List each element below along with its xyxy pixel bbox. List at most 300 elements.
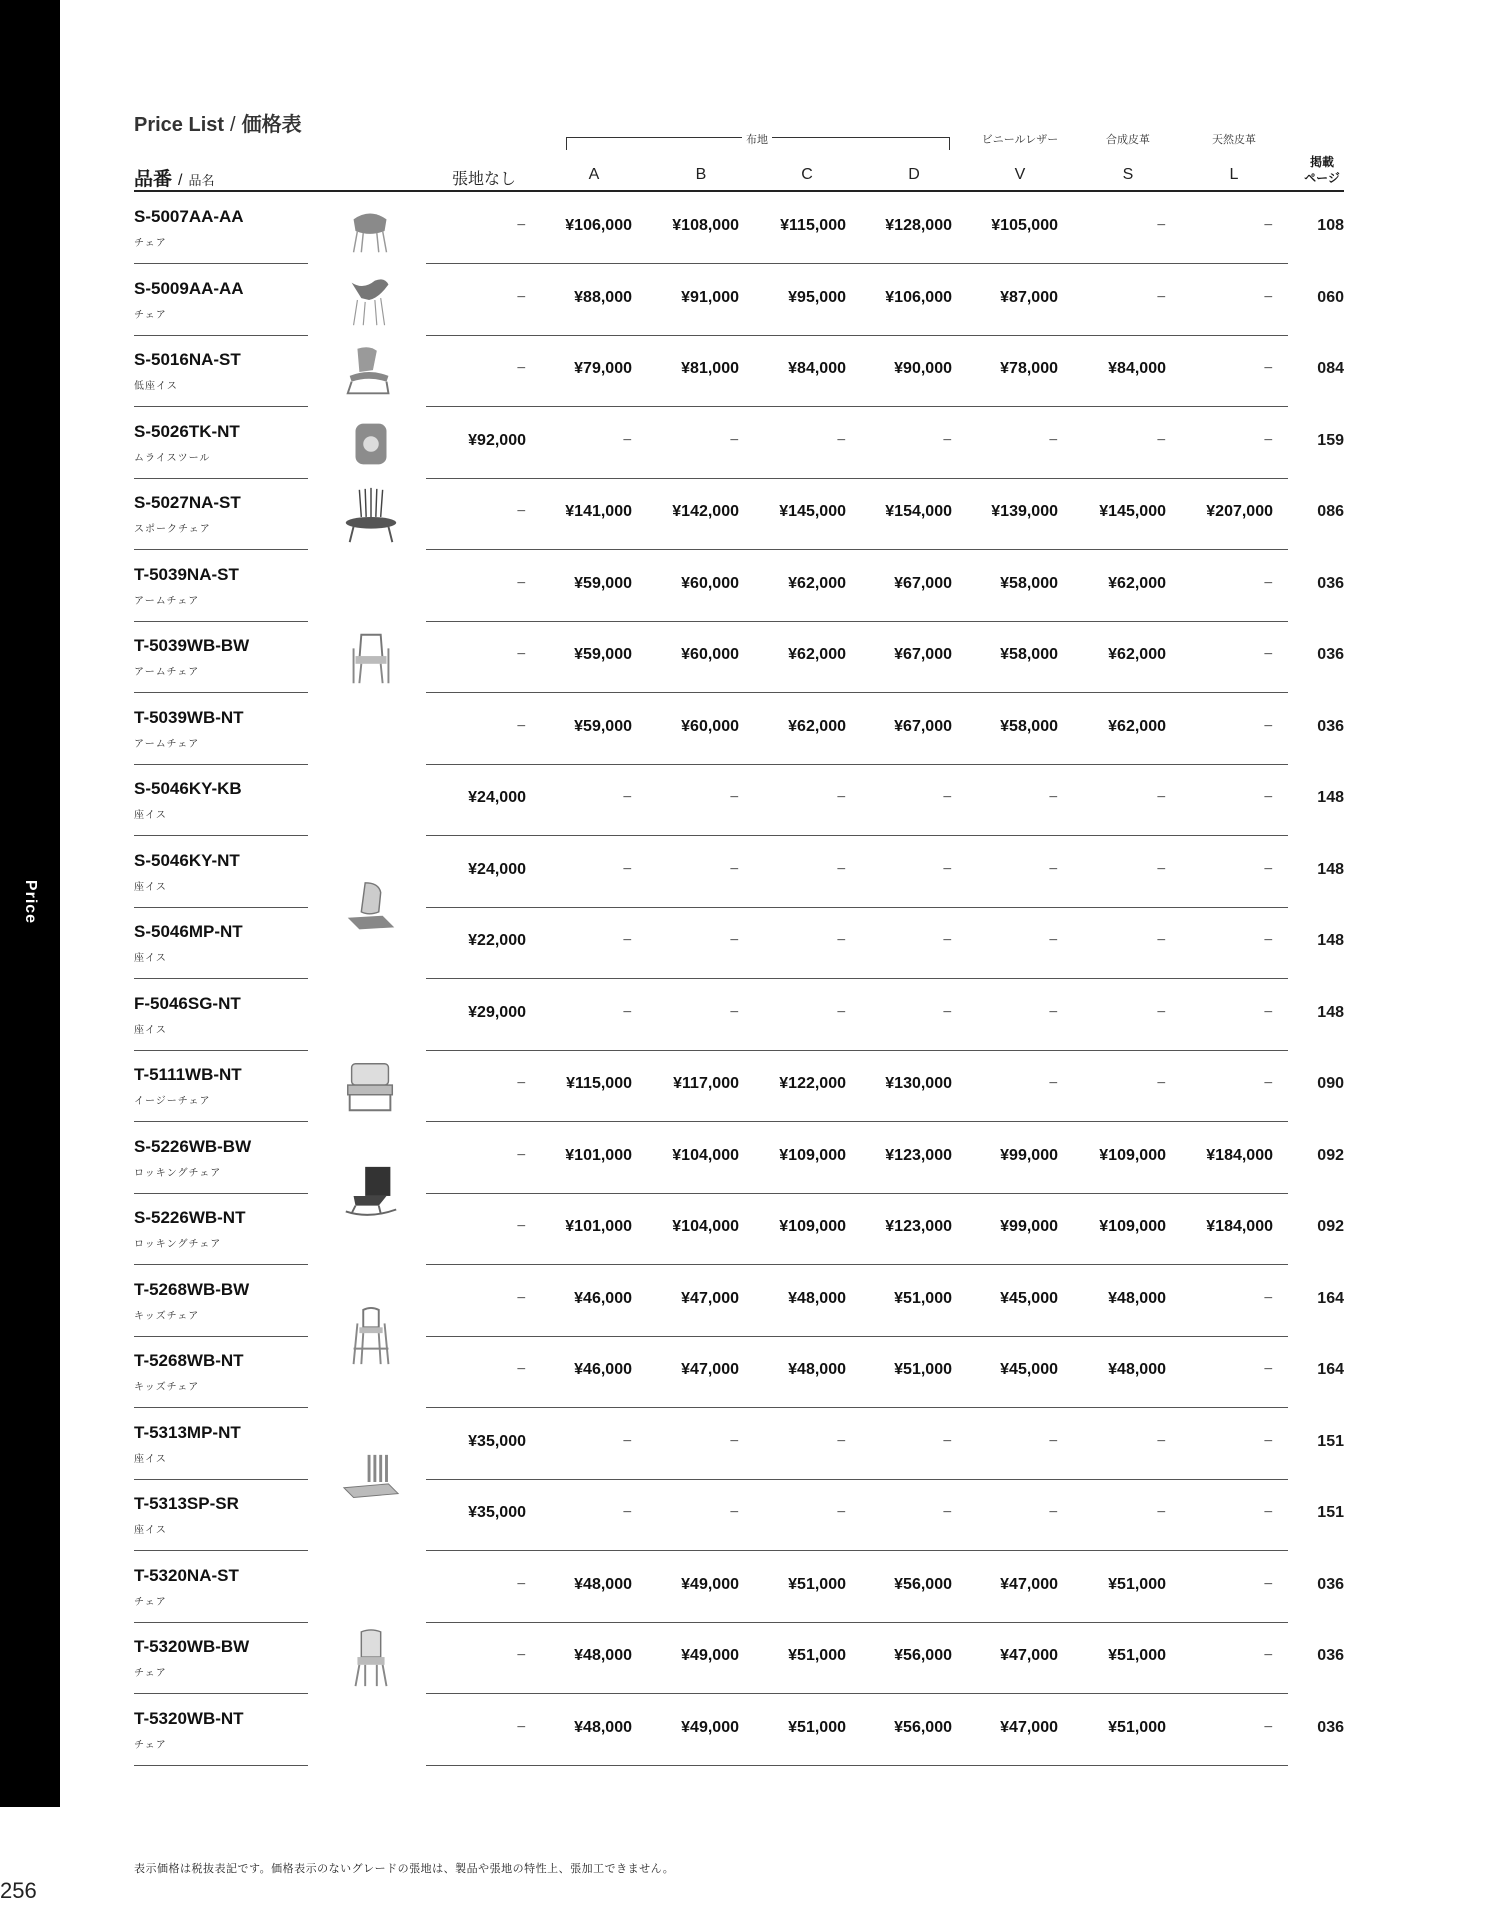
price-l: − — [1263, 789, 1273, 806]
price-d: ¥56,000 — [894, 1647, 952, 1664]
price-v: − — [1048, 932, 1058, 949]
price-none: ¥35,000 — [468, 1504, 526, 1521]
price-a: − — [622, 789, 632, 806]
product-code: T-5320WB-NT — [134, 1708, 244, 1728]
table-row — [0, 980, 1503, 1051]
group-natural: 天然皮革 — [1212, 134, 1256, 146]
price-none: − — [516, 288, 526, 306]
price-none: − — [516, 217, 526, 234]
product-code: S-5046KY-KB — [134, 779, 242, 798]
price-a: ¥101,000 — [565, 1218, 632, 1235]
price-c: ¥62,000 — [788, 646, 846, 663]
price-v: − — [1048, 431, 1058, 449]
price-c: − — [836, 1432, 846, 1450]
price-b: ¥60,000 — [681, 574, 739, 592]
price-d: − — [942, 1504, 952, 1521]
price-none: ¥24,000 — [468, 860, 526, 878]
price-d: ¥51,000 — [894, 1361, 952, 1378]
row-rule-right — [426, 1765, 1288, 1766]
price-s: − — [1156, 1432, 1166, 1450]
price-c: − — [836, 789, 846, 806]
price-d: ¥130,000 — [885, 1075, 952, 1092]
price-v: ¥45,000 — [1000, 1361, 1058, 1378]
page-ref: 151 — [1317, 1504, 1344, 1521]
title-ja: 価格表 — [241, 114, 302, 136]
product-code: T-5039WB-NT — [134, 707, 244, 727]
price-d: − — [942, 860, 952, 878]
price-s: ¥62,000 — [1108, 646, 1166, 663]
price-a: − — [622, 431, 632, 449]
table-row — [0, 1623, 1503, 1694]
product-name: スポークチェア — [134, 524, 211, 535]
price-l: − — [1263, 717, 1273, 735]
price-c: ¥109,000 — [779, 1146, 846, 1164]
price-s: ¥62,000 — [1108, 717, 1166, 735]
shell-chair-icon — [340, 198, 402, 260]
page-ref: 148 — [1317, 860, 1344, 878]
price-v: ¥58,000 — [1000, 717, 1058, 735]
price-l: − — [1263, 646, 1273, 663]
page-ref: 108 — [1317, 217, 1344, 234]
price-c: ¥62,000 — [788, 717, 846, 735]
price-v: ¥78,000 — [1000, 360, 1058, 377]
product-code: S-5046KY-NT — [134, 850, 240, 870]
price-c: ¥122,000 — [779, 1075, 846, 1092]
price-none: − — [516, 1647, 526, 1664]
product-name: 低座イス — [134, 381, 178, 392]
product-code: T-5268WB-BW — [134, 1279, 250, 1299]
page-ref: 148 — [1317, 932, 1344, 949]
price-d: ¥67,000 — [894, 574, 952, 592]
price-d: − — [942, 1432, 952, 1450]
table-row — [0, 765, 1503, 836]
price-b: − — [729, 1432, 739, 1450]
product-code: S-5226WB-BW — [134, 1136, 252, 1156]
header-col-s: S — [1122, 166, 1134, 183]
table-row — [0, 1480, 1503, 1551]
price-l: − — [1263, 574, 1273, 592]
price-c: ¥48,000 — [788, 1289, 846, 1307]
header-col-b: B — [695, 166, 707, 183]
price-v: − — [1048, 1504, 1058, 1521]
price-l: ¥207,000 — [1206, 503, 1273, 520]
page-ref: 151 — [1317, 1432, 1344, 1450]
title-en: Price List — [134, 114, 225, 136]
price-s: ¥109,000 — [1099, 1146, 1166, 1164]
price-a: ¥48,000 — [574, 1575, 632, 1593]
table-row — [0, 265, 1503, 336]
price-s: ¥84,000 — [1108, 360, 1166, 377]
header-separator: / — [178, 172, 183, 189]
product-name: アームチェア — [134, 595, 200, 607]
price-a: ¥48,000 — [574, 1647, 632, 1664]
header-page-line1: 掲載 — [1309, 155, 1334, 169]
row-rule-left — [134, 1765, 308, 1766]
product-code: T-5313SP-SR — [134, 1494, 239, 1513]
price-b: − — [729, 789, 739, 806]
price-none: − — [516, 1575, 526, 1593]
price-c: ¥51,000 — [788, 1647, 846, 1664]
price-b: ¥91,000 — [681, 288, 739, 306]
product-name: チェア — [134, 238, 167, 249]
group-vinyl: ビニールレザー — [981, 134, 1059, 146]
table-row — [0, 551, 1503, 622]
price-s: ¥48,000 — [1108, 1289, 1166, 1307]
table-row — [0, 1266, 1503, 1337]
stool-icon — [340, 412, 402, 474]
price-l: ¥184,000 — [1206, 1218, 1273, 1235]
price-c: ¥62,000 — [788, 574, 846, 592]
price-a: ¥106,000 — [565, 217, 632, 234]
price-c: − — [836, 1003, 846, 1021]
price-s: − — [1156, 932, 1166, 949]
slat-floor-chair-icon — [340, 1449, 402, 1511]
title-separator: / — [230, 114, 236, 136]
product-name: イージーチェア — [134, 1096, 211, 1107]
price-v: ¥47,000 — [1000, 1718, 1058, 1736]
price-l: − — [1263, 860, 1273, 878]
price-l: − — [1263, 360, 1273, 377]
price-b: ¥117,000 — [673, 1075, 739, 1092]
price-s: ¥109,000 — [1099, 1218, 1166, 1235]
price-a: ¥59,000 — [574, 574, 632, 592]
price-c: − — [836, 932, 846, 949]
price-l: − — [1263, 217, 1273, 234]
product-code: S-5009AA-AA — [134, 278, 244, 298]
page-ref: 164 — [1317, 1361, 1344, 1378]
price-b: ¥47,000 — [681, 1361, 739, 1378]
price-l: − — [1263, 288, 1273, 306]
price-d: ¥123,000 — [885, 1146, 952, 1164]
product-name: チェア — [134, 309, 167, 321]
price-b: ¥49,000 — [681, 1647, 739, 1664]
page-ref: 159 — [1317, 431, 1344, 449]
price-s: − — [1156, 1504, 1166, 1521]
price-b: ¥104,000 — [672, 1146, 739, 1164]
page-ref: 036 — [1317, 1718, 1344, 1736]
price-none: − — [516, 1361, 526, 1378]
price-d: ¥106,000 — [885, 288, 952, 306]
product-name: 座イス — [134, 1024, 167, 1036]
price-l: − — [1263, 1432, 1273, 1450]
header-no-upholstery: 張地なし — [452, 171, 517, 188]
price-none: − — [516, 717, 526, 735]
product-code: S-5226WB-NT — [134, 1208, 246, 1227]
price-v: ¥58,000 — [1000, 574, 1058, 592]
price-none: ¥29,000 — [468, 1003, 526, 1021]
price-b: ¥104,000 — [672, 1218, 739, 1235]
price-s: ¥48,000 — [1108, 1361, 1166, 1378]
price-a: ¥88,000 — [574, 288, 632, 306]
product-name: キッズチェア — [134, 1382, 200, 1393]
product-code: S-5027NA-ST — [134, 493, 241, 512]
price-d: ¥56,000 — [894, 1718, 952, 1736]
header-col-a: A — [588, 166, 600, 183]
product-name: ロッキングチェア — [134, 1167, 222, 1179]
side-label: Price — [22, 879, 39, 925]
price-none: − — [516, 360, 526, 377]
product-name: 座イス — [134, 881, 167, 893]
table-row — [0, 479, 1503, 550]
price-none: − — [516, 1075, 526, 1092]
easy-chair-icon — [340, 1056, 402, 1118]
product-name: 座イス — [134, 953, 167, 964]
table-row — [0, 408, 1503, 479]
header-name: 品名 — [188, 173, 215, 188]
group-fabric: 布地 — [742, 131, 772, 147]
price-c: ¥51,000 — [788, 1718, 846, 1736]
product-name: キッズチェア — [134, 1310, 200, 1322]
page-ref: 036 — [1317, 646, 1344, 663]
price-a: − — [622, 860, 632, 878]
price-a: ¥141,000 — [565, 503, 632, 520]
price-d: ¥123,000 — [885, 1218, 952, 1235]
price-s: ¥51,000 — [1108, 1647, 1166, 1664]
price-v: ¥47,000 — [1000, 1575, 1058, 1593]
price-a: ¥48,000 — [574, 1718, 632, 1736]
price-c: − — [836, 431, 846, 449]
page-ref: 092 — [1317, 1218, 1344, 1235]
price-a: ¥59,000 — [574, 646, 632, 663]
price-v: − — [1048, 789, 1058, 806]
price-none: − — [516, 1289, 526, 1307]
price-s: ¥51,000 — [1108, 1575, 1166, 1593]
price-d: ¥56,000 — [894, 1575, 952, 1593]
price-d: ¥67,000 — [894, 717, 952, 735]
price-v: − — [1048, 1432, 1058, 1450]
product-name: アームチェア — [134, 667, 200, 678]
price-v: − — [1048, 860, 1058, 878]
price-s: − — [1156, 1075, 1166, 1092]
price-s: − — [1156, 217, 1166, 234]
product-code: T-5111WB-NT — [134, 1065, 242, 1084]
product-code: T-5039WB-BW — [134, 636, 250, 655]
price-b: ¥142,000 — [672, 503, 739, 520]
price-b: ¥60,000 — [681, 646, 739, 663]
product-code: S-5026TK-NT — [134, 421, 240, 441]
price-b: − — [729, 431, 739, 449]
header-col-v: V — [1014, 166, 1026, 183]
page-ref: 092 — [1317, 1146, 1344, 1164]
price-a: ¥79,000 — [574, 360, 632, 377]
page-ref: 148 — [1317, 789, 1344, 806]
table-row — [0, 336, 1503, 407]
price-c: ¥48,000 — [788, 1361, 846, 1378]
page-ref: 090 — [1317, 1075, 1344, 1092]
table-row — [0, 193, 1503, 264]
page-ref: 086 — [1317, 503, 1344, 520]
price-l: − — [1263, 1575, 1273, 1593]
table-row — [0, 1552, 1503, 1623]
price-l: − — [1263, 1504, 1273, 1521]
product-code: S-5046MP-NT — [134, 922, 243, 941]
header-col-c: C — [801, 166, 813, 183]
price-c: ¥95,000 — [788, 288, 846, 306]
product-code: T-5320NA-ST — [134, 1565, 239, 1585]
page-ref: 060 — [1317, 288, 1344, 306]
footnote: 表示価格は税抜表記です。価格表示のないグレードの張地は、製品や張地の特性上、張加工できません。 — [134, 1863, 675, 1875]
price-c: ¥51,000 — [788, 1575, 846, 1593]
price-b: − — [729, 1504, 739, 1521]
product-code: T-5313MP-NT — [134, 1422, 241, 1442]
price-a: − — [622, 1432, 632, 1450]
price-v: − — [1048, 1003, 1058, 1021]
product-name: ムライスツール — [134, 452, 211, 464]
price-v: ¥47,000 — [1000, 1647, 1058, 1664]
price-v: ¥87,000 — [1000, 288, 1058, 306]
table-row — [0, 694, 1503, 765]
price-c: ¥109,000 — [779, 1218, 846, 1235]
price-none: ¥92,000 — [468, 431, 526, 449]
price-s: − — [1156, 860, 1166, 878]
kids-chair-icon — [340, 1306, 402, 1368]
spoke-chair-icon — [340, 484, 402, 546]
price-v: ¥45,000 — [1000, 1289, 1058, 1307]
price-d: ¥90,000 — [894, 360, 952, 377]
price-d: − — [942, 1003, 952, 1021]
price-b: − — [729, 860, 739, 878]
armchair-icon — [340, 627, 402, 689]
price-none: − — [516, 1718, 526, 1736]
page-ref: 036 — [1317, 717, 1344, 735]
price-v: ¥99,000 — [1000, 1146, 1058, 1164]
floor-chair-icon — [340, 877, 402, 939]
price-l: − — [1263, 1289, 1273, 1307]
price-a: − — [622, 1504, 632, 1521]
product-name: チェア — [134, 1668, 167, 1679]
price-b: − — [729, 1003, 739, 1021]
price-a: ¥101,000 — [565, 1146, 632, 1164]
table-row — [0, 1337, 1503, 1408]
product-name: チェア — [134, 1739, 167, 1751]
product-code: F-5046SG-NT — [134, 993, 241, 1013]
price-l: − — [1263, 1361, 1273, 1378]
price-d: ¥67,000 — [894, 646, 952, 663]
butterfly-chair-icon — [340, 269, 402, 331]
header-col-d: D — [908, 166, 920, 183]
price-l: − — [1263, 1003, 1273, 1021]
price-none: − — [516, 1218, 526, 1235]
price-b: ¥60,000 — [681, 717, 739, 735]
price-d: ¥128,000 — [885, 217, 952, 234]
page-ref: 164 — [1317, 1289, 1344, 1307]
price-l: − — [1263, 1075, 1273, 1092]
table-row — [0, 1695, 1503, 1766]
price-s: ¥145,000 — [1099, 503, 1166, 520]
price-none: ¥35,000 — [468, 1432, 526, 1450]
price-none: ¥24,000 — [468, 789, 526, 806]
price-d: ¥51,000 — [894, 1289, 952, 1307]
price-c: ¥115,000 — [780, 217, 846, 234]
group-synthetic: 合成皮革 — [1106, 134, 1150, 146]
product-code: S-5016NA-ST — [134, 350, 241, 369]
price-v: ¥105,000 — [991, 217, 1058, 234]
page-ref: 084 — [1317, 360, 1344, 377]
price-v: − — [1048, 1075, 1058, 1092]
price-a: ¥46,000 — [574, 1361, 632, 1378]
price-v: ¥139,000 — [991, 503, 1058, 520]
price-c: ¥84,000 — [788, 360, 846, 377]
price-l: − — [1263, 431, 1273, 449]
price-d: − — [942, 431, 952, 449]
product-code: T-5320WB-BW — [134, 1637, 250, 1656]
price-none: − — [516, 1146, 526, 1164]
price-s: − — [1156, 789, 1166, 806]
price-s: − — [1156, 431, 1166, 449]
header-code: 品番 — [134, 169, 173, 190]
page-ref: 036 — [1317, 1647, 1344, 1664]
price-c: − — [836, 860, 846, 878]
page-number: 256 — [0, 1878, 37, 1903]
product-name: アームチェア — [134, 738, 200, 750]
price-a: ¥115,000 — [566, 1075, 632, 1092]
header-col-l: L — [1229, 166, 1239, 183]
price-d: − — [942, 932, 952, 949]
price-s: ¥62,000 — [1108, 574, 1166, 592]
table-row — [0, 908, 1503, 979]
price-d: ¥154,000 — [885, 503, 952, 520]
table-row — [0, 837, 1503, 908]
product-name: ロッキングチェア — [134, 1239, 222, 1250]
price-v: ¥99,000 — [1000, 1218, 1058, 1235]
price-b: ¥49,000 — [681, 1718, 739, 1736]
price-none: − — [516, 574, 526, 592]
price-s: ¥51,000 — [1108, 1718, 1166, 1736]
page-ref: 036 — [1317, 574, 1344, 592]
product-name: 座イス — [134, 810, 167, 821]
table-row — [0, 1409, 1503, 1480]
table-row — [0, 1051, 1503, 1122]
price-v: ¥58,000 — [1000, 646, 1058, 663]
table-row — [0, 1194, 1503, 1265]
header-page-line2: ページ — [1304, 171, 1340, 185]
price-l: − — [1263, 932, 1273, 949]
page-ref: 148 — [1317, 1003, 1344, 1021]
product-code: S-5007AA-AA — [134, 207, 244, 226]
product-code: T-5039NA-ST — [134, 564, 239, 584]
price-l: − — [1263, 1718, 1273, 1736]
price-c: − — [836, 1504, 846, 1521]
price-l: − — [1263, 1647, 1273, 1664]
product-name: 座イス — [134, 1453, 167, 1465]
price-b: ¥81,000 — [681, 360, 739, 377]
product-name: チェア — [134, 1596, 167, 1608]
product-name: 座イス — [134, 1525, 167, 1536]
price-b: ¥108,000 — [672, 217, 739, 234]
product-code: T-5268WB-NT — [134, 1351, 244, 1370]
price-l: ¥184,000 — [1206, 1146, 1273, 1164]
price-s: − — [1156, 288, 1166, 306]
price-a: − — [622, 932, 632, 949]
table-row — [0, 1123, 1503, 1194]
side-chair-icon — [340, 1628, 402, 1690]
price-a: ¥46,000 — [574, 1289, 632, 1307]
price-d: − — [942, 789, 952, 806]
price-a: − — [622, 1003, 632, 1021]
price-b: ¥49,000 — [681, 1575, 739, 1593]
price-a: ¥59,000 — [574, 717, 632, 735]
price-none: − — [516, 503, 526, 520]
table-row — [0, 622, 1503, 693]
price-b: − — [729, 932, 739, 949]
rocking-chair-icon — [340, 1163, 402, 1225]
price-s: − — [1156, 1003, 1166, 1021]
low-chair-icon — [340, 341, 402, 403]
price-b: ¥47,000 — [681, 1289, 739, 1307]
page-ref: 036 — [1317, 1575, 1344, 1593]
price-none: − — [516, 646, 526, 663]
price-c: ¥145,000 — [779, 503, 846, 520]
